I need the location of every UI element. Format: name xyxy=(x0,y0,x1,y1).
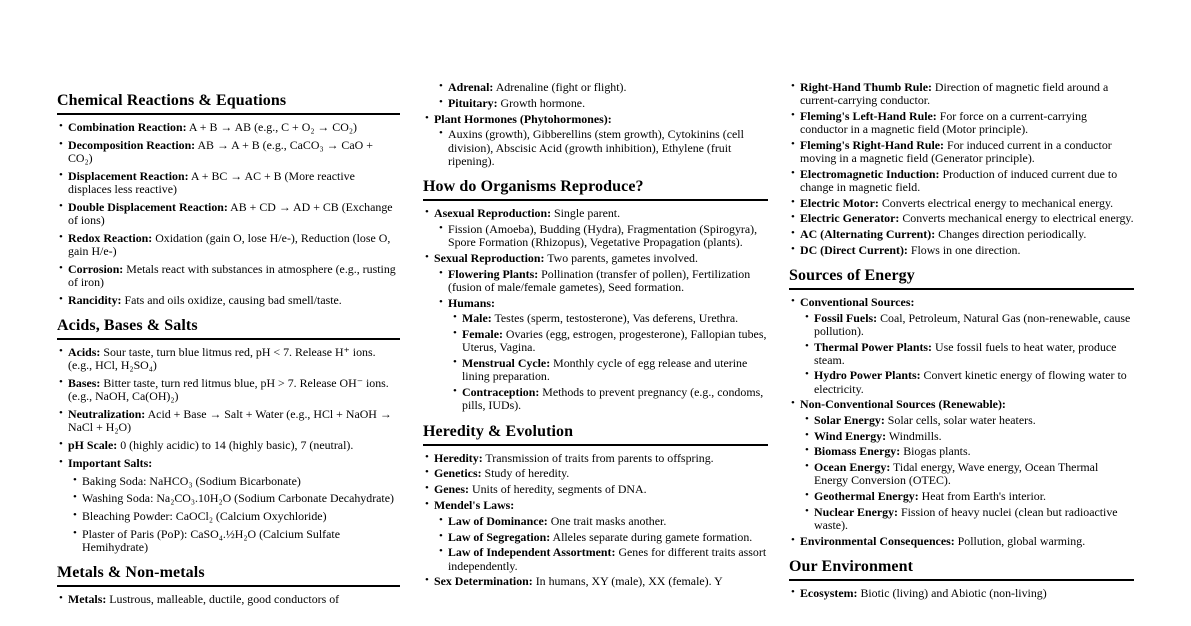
section-heading: Our Environment xyxy=(789,558,1134,581)
list-item-text xyxy=(814,340,1116,367)
bullet-icon: • xyxy=(453,356,457,369)
list-item-description: Converts mechanical energy to electrical energy. xyxy=(899,211,1134,226)
bullet-icon: • xyxy=(453,327,457,340)
list-item xyxy=(423,531,768,544)
list-item xyxy=(57,439,400,452)
list-item-description: For induced current in a conductor moving in a magnetic field (Generator principle). xyxy=(800,137,1112,166)
list-item xyxy=(789,197,1134,210)
list-item-text xyxy=(448,222,757,249)
list-item-text xyxy=(800,397,1006,411)
bullet-icon: • xyxy=(791,533,795,546)
list-item xyxy=(789,430,1134,443)
list-item-term: Thermal Power Plants: xyxy=(814,339,933,354)
list-item-text xyxy=(800,211,1134,225)
list-item-description: Flows in one direction. xyxy=(907,242,1021,257)
list-item-text xyxy=(800,243,1020,257)
bullet-icon: • xyxy=(791,294,795,307)
list-item xyxy=(57,528,400,554)
list-item xyxy=(423,268,768,294)
list-item-description: Bitter taste, turn red litmus blue, pH > 7. Release OH⁻ ions. (e.g., NaOH, Ca(OH)₂) xyxy=(68,376,389,404)
list-item-text xyxy=(434,482,647,496)
list-item-term: Male: xyxy=(462,311,492,326)
list-item-term: Sexual Reproduction: xyxy=(434,250,545,265)
list-item-description: Baking Soda: NaHCO₃ (Sodium Bicarbonate) xyxy=(82,473,301,488)
bullet-icon: • xyxy=(59,455,63,468)
list-item-text xyxy=(448,267,750,294)
list-item xyxy=(57,377,400,403)
list-item-text xyxy=(434,451,714,465)
list-item-text xyxy=(68,345,376,372)
list-item-description: Tidal energy, Wave energy, Ocean Thermal Energy Conversion (OTEC). xyxy=(814,460,1099,488)
list-item-description: AB → A + B (e.g., CaCO₃ → CaO + CO₂) xyxy=(68,137,373,165)
bullet-icon: • xyxy=(439,95,443,108)
list-item xyxy=(57,201,400,227)
list-item-text xyxy=(434,251,698,265)
list-item-description: Methods to prevent pregnancy (e.g., condoms, pills, IUDs). xyxy=(462,385,764,413)
list-item-description: Acid + Base → Salt + Water (e.g., HCl + NaOH → NaCl + H₂O) xyxy=(68,407,392,435)
section-heading: Heredity & Evolution xyxy=(423,423,768,446)
bullet-icon: • xyxy=(59,345,63,357)
list-item-term: Flowering Plants: xyxy=(448,266,539,281)
list-item-text xyxy=(82,491,394,505)
list-item-description: Transmission of traits from parents to offspring. xyxy=(482,450,714,465)
bullet-icon: • xyxy=(59,261,63,274)
list-item-text xyxy=(462,327,766,354)
bullet-icon: • xyxy=(425,450,429,463)
list-item-term: Bases: xyxy=(68,376,101,390)
bullet-icon: • xyxy=(425,574,429,587)
list-item xyxy=(57,294,400,307)
list-item-description: Units of heredity, segments of DNA. xyxy=(469,482,647,497)
list-item xyxy=(423,297,768,310)
list-item xyxy=(423,546,768,572)
list-item-text xyxy=(462,356,747,383)
list-item-description: Lustrous, malleable, ductile, good conductors of xyxy=(106,592,340,607)
bullet-icon: • xyxy=(59,199,63,212)
list-item-term: Humans: xyxy=(448,295,495,310)
list-item xyxy=(57,593,400,606)
bullet-icon: • xyxy=(791,211,795,224)
list-item-description: Adrenaline (fight or flight). xyxy=(493,80,627,94)
list-item-term: Electric Motor: xyxy=(800,195,879,210)
list-item-description: Bleaching Powder: CaOCl₂ (Calcium Oxychloride) xyxy=(82,509,327,524)
bullet-icon: • xyxy=(59,592,63,605)
list-item-term: Displacement Reaction: xyxy=(68,168,189,183)
bullet-icon: • xyxy=(791,397,795,410)
list-item xyxy=(789,445,1134,458)
list-item-description: Heat from Earth's interior. xyxy=(918,489,1046,504)
list-item-text xyxy=(68,200,393,227)
list-item-text xyxy=(434,498,514,512)
list-item-text xyxy=(68,438,353,452)
list-item-term: Contraception: xyxy=(462,385,540,400)
bullet-icon: • xyxy=(439,529,443,542)
list-item-description: Metals react with substances in atmosphere (e.g., rusting of iron) xyxy=(68,261,396,289)
list-item-description: Converts electrical energy to mechanical energy. xyxy=(878,195,1114,210)
list-item-text xyxy=(68,138,373,165)
list-item-text xyxy=(814,444,971,458)
list-item-term: Redox Reaction: xyxy=(68,230,153,245)
list-item xyxy=(423,312,768,325)
list-item xyxy=(789,110,1134,136)
list-item xyxy=(57,121,400,134)
bullet-icon: • xyxy=(439,295,443,308)
list-item xyxy=(423,483,768,496)
list-item-text xyxy=(68,231,390,258)
list-item xyxy=(789,81,1134,107)
bullet-icon: • xyxy=(73,491,77,504)
list-item-description: Pollination (transfer of pollen), Fertilization (fusion of male/female gametes), Seed formation. xyxy=(448,266,751,294)
list-item-text xyxy=(448,80,626,94)
list-item xyxy=(423,113,768,126)
list-item-description: Windmills. xyxy=(886,428,942,443)
bullet-icon: • xyxy=(791,227,795,240)
list-item-description: In humans, XY (male), XX (female). Y xyxy=(532,574,723,589)
list-item-text xyxy=(448,127,744,167)
list-item-text xyxy=(800,80,1108,107)
bullet-icon: • xyxy=(73,509,77,522)
list-item xyxy=(423,328,768,354)
list-item-term: Conventional Sources: xyxy=(800,294,915,309)
list-item-text xyxy=(462,311,738,325)
list-item-description: AB + CD → AD + CB (Exchange of ions) xyxy=(68,199,393,227)
list-item-description: One trait masks another. xyxy=(547,513,667,528)
list-item-description: Two parents, gametes involved. xyxy=(544,250,698,265)
bullet-icon: • xyxy=(791,242,795,255)
list-item xyxy=(423,515,768,528)
list-item-term: Law of Dominance: xyxy=(448,513,548,528)
bullet-icon: • xyxy=(805,339,809,352)
list-item-term: Pituitary: xyxy=(448,95,498,110)
list-item-term: Decomposition Reaction: xyxy=(68,137,196,152)
list-item-description: Ovaries (egg, estrogen, progesterone), Fallopian tubes, Uterus, Vagina. xyxy=(462,327,767,355)
list-item xyxy=(789,587,1134,600)
list-item-text xyxy=(814,429,942,443)
bullet-icon: • xyxy=(805,413,809,426)
list-item-term: DC (Direct Current): xyxy=(800,242,908,257)
bullet-icon: • xyxy=(59,168,63,181)
list-item xyxy=(57,475,400,488)
list-item xyxy=(423,252,768,265)
list-item xyxy=(423,386,768,412)
list-item-text xyxy=(800,167,1117,194)
bullet-icon: • xyxy=(439,80,443,92)
list-item-term: Non-Conventional Sources (Renewable): xyxy=(800,397,1006,412)
list-item xyxy=(789,168,1134,194)
list-item-term: Law of Segregation: xyxy=(448,529,551,544)
section-heading: Chemical Reactions & Equations xyxy=(57,92,400,115)
list-item-term: Acids: xyxy=(68,345,101,359)
list-item-term: Rancidity: xyxy=(68,292,122,307)
list-item xyxy=(789,535,1134,548)
list-item xyxy=(789,212,1134,225)
bullet-icon: • xyxy=(59,137,63,150)
list-item-description: Changes direction periodically. xyxy=(935,227,1087,242)
list-item-text xyxy=(68,407,392,434)
bullet-icon: • xyxy=(425,497,429,510)
list-item-text xyxy=(448,296,495,310)
list-item-description: Testes (sperm, testosterone), Vas deferens, Urethra. xyxy=(491,311,739,326)
list-item-term: Fossil Fuels: xyxy=(814,310,878,325)
list-item-description: For force on a current-carrying conductor in a magnetic field (Motor principle). xyxy=(800,108,1087,137)
bullet-icon: • xyxy=(439,545,443,558)
list-item xyxy=(423,467,768,480)
bullet-icon: • xyxy=(791,585,795,598)
list-item xyxy=(57,408,400,434)
list-item-term: Heredity: xyxy=(434,450,483,465)
list-item xyxy=(57,457,400,470)
bullet-icon: • xyxy=(791,80,795,92)
list-item-text xyxy=(434,466,569,480)
list-item-term: Right-Hand Thumb Rule: xyxy=(800,80,932,94)
bullet-icon: • xyxy=(453,311,457,324)
list-item-text xyxy=(82,474,301,488)
bullet-icon: • xyxy=(805,489,809,502)
list-item-description: Coal, Petroleum, Natural Gas (non-renewable, cause pollution). xyxy=(814,310,1131,338)
bullet-icon: • xyxy=(805,310,809,323)
bullet-icon: • xyxy=(791,195,795,208)
list-item-description: Alleles separate during gamete formation. xyxy=(550,529,753,544)
list-item xyxy=(789,296,1134,309)
list-item-description: Monthly cycle of egg release and uterine lining preparation. xyxy=(462,356,748,384)
list-item-text xyxy=(82,509,327,523)
list-item xyxy=(789,414,1134,427)
list-item-term: Biomass Energy: xyxy=(814,444,901,459)
list-item-term: Menstrual Cycle: xyxy=(462,356,551,371)
list-item xyxy=(423,452,768,465)
list-item-text xyxy=(448,530,752,544)
list-item-description: A + BC → AC + B (More reactive displaces less reactive) xyxy=(68,168,355,196)
bullet-icon: • xyxy=(425,111,429,124)
list-item-text xyxy=(800,227,1086,241)
section-heading: Acids, Bases & Salts xyxy=(57,317,400,340)
list-item-text xyxy=(462,385,763,412)
bullet-icon: • xyxy=(805,368,809,381)
list-item xyxy=(57,139,400,165)
list-item-description: A + B → AB (e.g., C + O₂ → CO₂) xyxy=(186,120,357,134)
bullet-icon: • xyxy=(439,127,443,140)
list-item-term: Plant Hormones (Phytohormones): xyxy=(434,111,612,126)
list-item xyxy=(57,263,400,289)
list-item-term: Fleming's Right-Hand Rule: xyxy=(800,137,945,152)
list-item-description: Washing Soda: Na₂CO₃.10H₂O (Sodium Carbonate Decahydrate) xyxy=(82,491,394,506)
section-heading: Metals & Non-metals xyxy=(57,564,400,587)
list-item-term: Environmental Consequences: xyxy=(800,533,955,548)
list-item-text xyxy=(448,514,666,528)
list-item-term: Double Displacement Reaction: xyxy=(68,199,228,214)
list-item-description: Production of induced current due to change in magnetic field. xyxy=(800,166,1118,194)
bullet-icon: • xyxy=(805,444,809,457)
bullet-icon: • xyxy=(59,230,63,243)
notes-column-left xyxy=(57,0,400,626)
list-item-description: Direction of magnetic field around a current-carrying conductor. xyxy=(800,80,1109,108)
list-item-term: Genetics: xyxy=(434,466,482,481)
list-item-text xyxy=(814,460,1098,487)
list-item-text xyxy=(68,120,357,134)
bullet-icon: • xyxy=(59,407,63,419)
bullet-icon: • xyxy=(791,166,795,179)
bullet-icon: • xyxy=(59,292,63,305)
list-item-description: Genes for different traits assort independently. xyxy=(448,545,767,573)
list-item-description: Plaster of Paris (PoP): CaSO₄.½H₂O (Calcium Sulfate Hemihydrate) xyxy=(82,526,340,555)
list-item-text xyxy=(814,505,1118,532)
list-item-text xyxy=(814,413,1036,427)
list-item-description: 0 (highly acidic) to 14 (highly basic), 7 (neutral). xyxy=(117,438,354,452)
list-item xyxy=(423,499,768,512)
section-heading: Sources of Energy xyxy=(789,267,1134,290)
bullet-icon: • xyxy=(791,108,795,121)
list-item xyxy=(57,346,400,372)
list-item xyxy=(789,244,1134,257)
list-item-text xyxy=(82,527,340,554)
list-item xyxy=(789,369,1134,395)
list-item-description: Study of heredity. xyxy=(481,466,570,481)
list-item-term: AC (Alternating Current): xyxy=(800,227,936,242)
list-item xyxy=(423,575,768,588)
bullet-icon: • xyxy=(425,250,429,263)
list-item-description: Single parent. xyxy=(551,206,621,220)
list-item-term: Asexual Reproduction: xyxy=(434,206,552,220)
bullet-icon: • xyxy=(73,526,77,539)
list-item xyxy=(57,510,400,523)
list-item-description: Fats and oils oxidize, causing bad smell/taste. xyxy=(121,292,342,307)
list-item-term: Electric Generator: xyxy=(800,211,900,226)
list-item-term: Nuclear Energy: xyxy=(814,504,898,519)
list-item-description: Auxins (growth), Gibberellins (stem growth), Cytokinins (cell division), Abscisic Acid (growth inhibition), Ethylene (fruit ripening). xyxy=(448,127,744,168)
list-item-text xyxy=(800,109,1087,136)
bullet-icon: • xyxy=(805,504,809,517)
bullet-icon: • xyxy=(425,466,429,479)
list-item xyxy=(789,461,1134,487)
list-item-term: Hydro Power Plants: xyxy=(814,368,921,383)
list-item xyxy=(789,341,1134,367)
list-item-text xyxy=(68,262,396,289)
list-item-description: Biogas plants. xyxy=(900,444,971,459)
list-item-text xyxy=(68,293,342,307)
list-item-description: Convert kinetic energy of flowing water to electricity. xyxy=(814,368,1127,396)
list-item-term: Ocean Energy: xyxy=(814,460,891,475)
list-item-term: Mendel's Laws: xyxy=(434,497,515,512)
list-item-term: Neutralization: xyxy=(68,407,146,421)
bullet-icon: • xyxy=(59,120,63,132)
list-item-description: Oxidation (gain O, lose H/e-), Reduction (lose O, gain H/e-) xyxy=(68,230,391,258)
list-item-text xyxy=(800,295,914,309)
list-item-text xyxy=(68,169,355,196)
list-item xyxy=(789,506,1134,532)
bullet-icon: • xyxy=(425,482,429,495)
list-item xyxy=(423,97,768,110)
list-item xyxy=(57,170,400,196)
list-item-term: Law of Independent Assortment: xyxy=(448,545,616,560)
list-item-term: Genes: xyxy=(434,482,470,497)
list-item-text xyxy=(434,206,620,220)
bullet-icon: • xyxy=(73,473,77,486)
list-item-text xyxy=(448,545,766,572)
list-item xyxy=(57,232,400,258)
bullet-icon: • xyxy=(791,137,795,150)
list-item xyxy=(789,312,1134,338)
notes-column-middle xyxy=(423,0,768,626)
list-item-text xyxy=(800,196,1113,210)
list-item-term: Metals: xyxy=(68,592,107,607)
list-item xyxy=(789,228,1134,241)
list-item xyxy=(423,81,768,94)
list-item-term: Fleming's Left-Hand Rule: xyxy=(800,108,937,123)
list-item-term: Solar Energy: xyxy=(814,413,885,428)
list-item-term: pH Scale: xyxy=(68,438,118,452)
list-item-description: Solar cells, solar water heaters. xyxy=(884,413,1036,428)
list-item-text xyxy=(814,311,1130,338)
list-item xyxy=(57,492,400,505)
list-item-description: Fission of heavy nuclei (clean but radioactive waste). xyxy=(814,504,1118,532)
bullet-icon: • xyxy=(59,376,63,388)
list-item-text xyxy=(800,534,1085,548)
list-item-description: Fission (Amoeba), Budding (Hydra), Fragmentation (Spirogyra), Spore Formation (Rhizopus), Vegetative Propagation (plants). xyxy=(448,221,758,249)
list-item-description: Sour taste, turn blue litmus red, pH < 7. Release H⁺ ions. (e.g., HCl, H₂SO₄) xyxy=(68,345,376,373)
list-item-term: Female: xyxy=(462,327,503,342)
list-item-term: Geothermal Energy: xyxy=(814,489,919,504)
list-item-term: Combination Reaction: xyxy=(68,120,187,134)
list-item-text xyxy=(800,138,1112,165)
list-item xyxy=(789,139,1134,165)
list-item-term: Ecosystem: xyxy=(800,585,858,600)
bullet-icon: • xyxy=(439,513,443,526)
list-item-description: Biotic (living) and Abiotic (non-living) xyxy=(857,585,1047,600)
list-item-description: Pollution, global warming. xyxy=(954,533,1086,548)
list-item-text xyxy=(448,96,585,110)
list-item-text xyxy=(434,112,612,126)
list-item-text xyxy=(814,368,1127,395)
bullet-icon: • xyxy=(59,438,63,450)
list-item-text xyxy=(814,489,1046,503)
list-item-term: Corrosion: xyxy=(68,261,124,276)
list-item-text xyxy=(800,586,1047,600)
list-item-term: Wind Energy: xyxy=(814,428,887,443)
list-item xyxy=(789,490,1134,503)
list-item-term: Electromagnetic Induction: xyxy=(800,166,940,181)
list-item-text xyxy=(68,376,389,403)
bullet-icon: • xyxy=(805,428,809,441)
bullet-icon: • xyxy=(453,385,457,398)
bullet-icon: • xyxy=(439,221,443,234)
section-heading: How do Organisms Reproduce? xyxy=(423,178,768,201)
list-item xyxy=(789,398,1134,411)
list-item-term: Important Salts: xyxy=(68,455,153,470)
bullet-icon: • xyxy=(439,266,443,279)
list-item xyxy=(423,207,768,220)
bullet-icon: • xyxy=(805,460,809,473)
list-item-text xyxy=(68,592,339,606)
list-item xyxy=(423,223,768,249)
list-item-term: Sex Determination: xyxy=(434,574,533,589)
bullet-icon: • xyxy=(425,206,429,218)
list-item xyxy=(423,128,768,168)
list-item-description: Growth hormone. xyxy=(497,95,586,110)
list-item-text xyxy=(434,574,723,588)
list-item xyxy=(423,357,768,383)
list-item-term: Adrenal: xyxy=(448,80,494,94)
notes-column-right xyxy=(789,0,1134,626)
list-item-description: Use fossil fuels to heat water, produce steam. xyxy=(814,339,1117,367)
list-item-text xyxy=(68,456,152,470)
